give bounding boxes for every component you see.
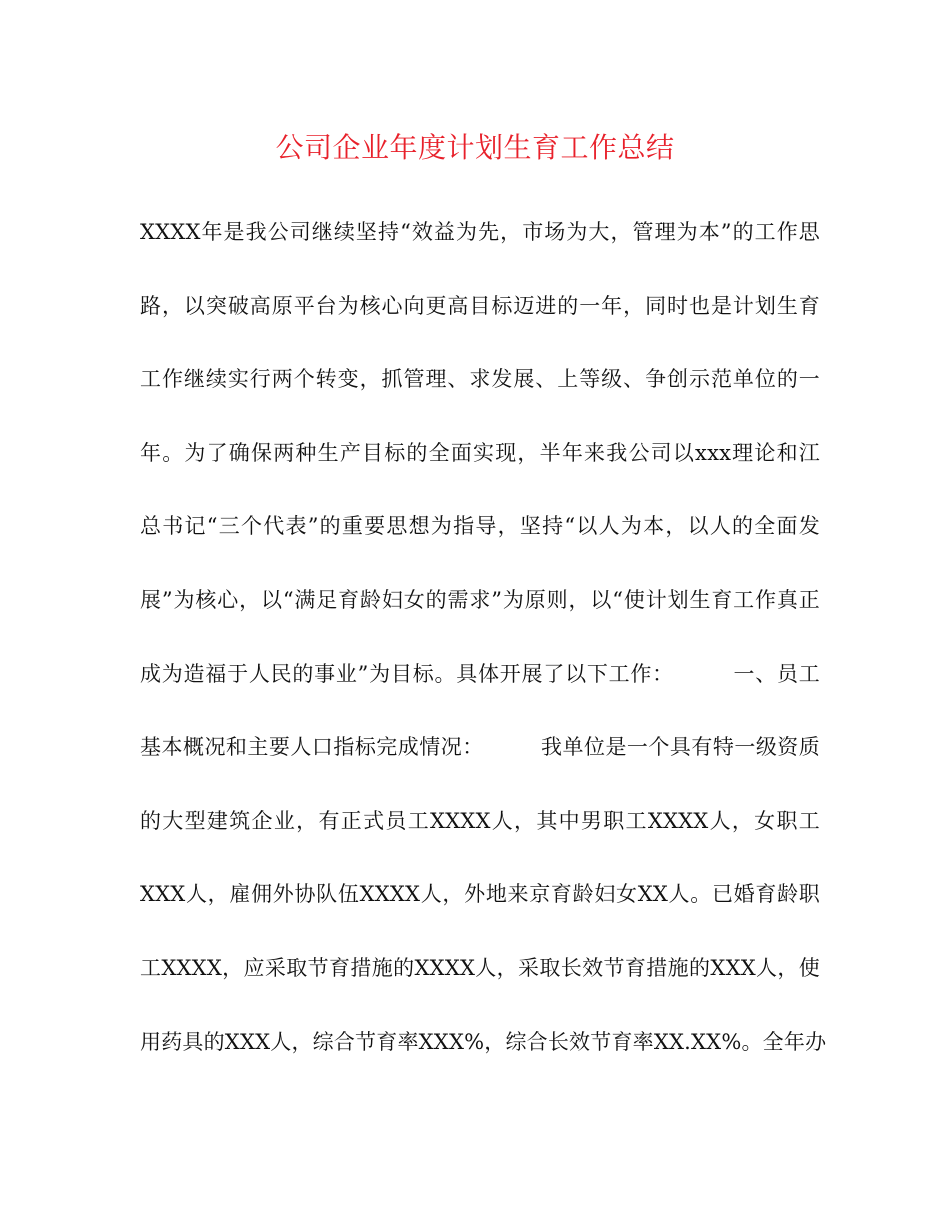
document-body xyxy=(140,211,827,1094)
body-line: XXX人，雇佣外协队伍XXXX人，外地来京育龄妇女XX人。已婚育龄职 xyxy=(140,882,820,907)
body-line: 展”为核心，以“满足育龄妇女的需求”为原则，以“使计划生育工作真正 xyxy=(140,587,820,612)
body-line: 总书记“三个代表”的重要思想为指导，坚持“以人为本，以人的全面发 xyxy=(140,514,820,539)
body-line: 路，以突破高原平台为核心向更高目标迈进的一年，同时也是计划生育 xyxy=(140,293,820,318)
body-line: 工XXXX，应采取节育措施的XXXX人，采取长效节育措施的XXX人，使 xyxy=(140,955,820,980)
body-line: 年。为了确保两种生产目标的全面实现，半年来我公司以xxx理论和江 xyxy=(140,440,820,465)
body-line: 基本概况和主要人口指标完成情况： 我单位是一个具有特一级资质 xyxy=(140,735,820,760)
body-line: 工作继续实行两个转变，抓管理、求发展、上等级、争创示范单位的一 xyxy=(140,367,820,392)
body-line: 的大型建筑企业，有正式员工XXXX人，其中男职工XXXX人，女职工 xyxy=(140,808,820,833)
body-line: XXXX年是我公司继续坚持“效益为先，市场为大，管理为本”的工作思 xyxy=(140,220,820,244)
body-line: 成为造福于人民的事业”为目标。具体开展了以下工作： 一、员工 xyxy=(140,661,820,686)
body-line: 用药具的XXX人，综合节育率XXX%，综合长效节育率XX.XX%。全年办 xyxy=(140,1029,827,1054)
document-title: 公司企业年度计划生育工作总结 xyxy=(275,131,675,164)
